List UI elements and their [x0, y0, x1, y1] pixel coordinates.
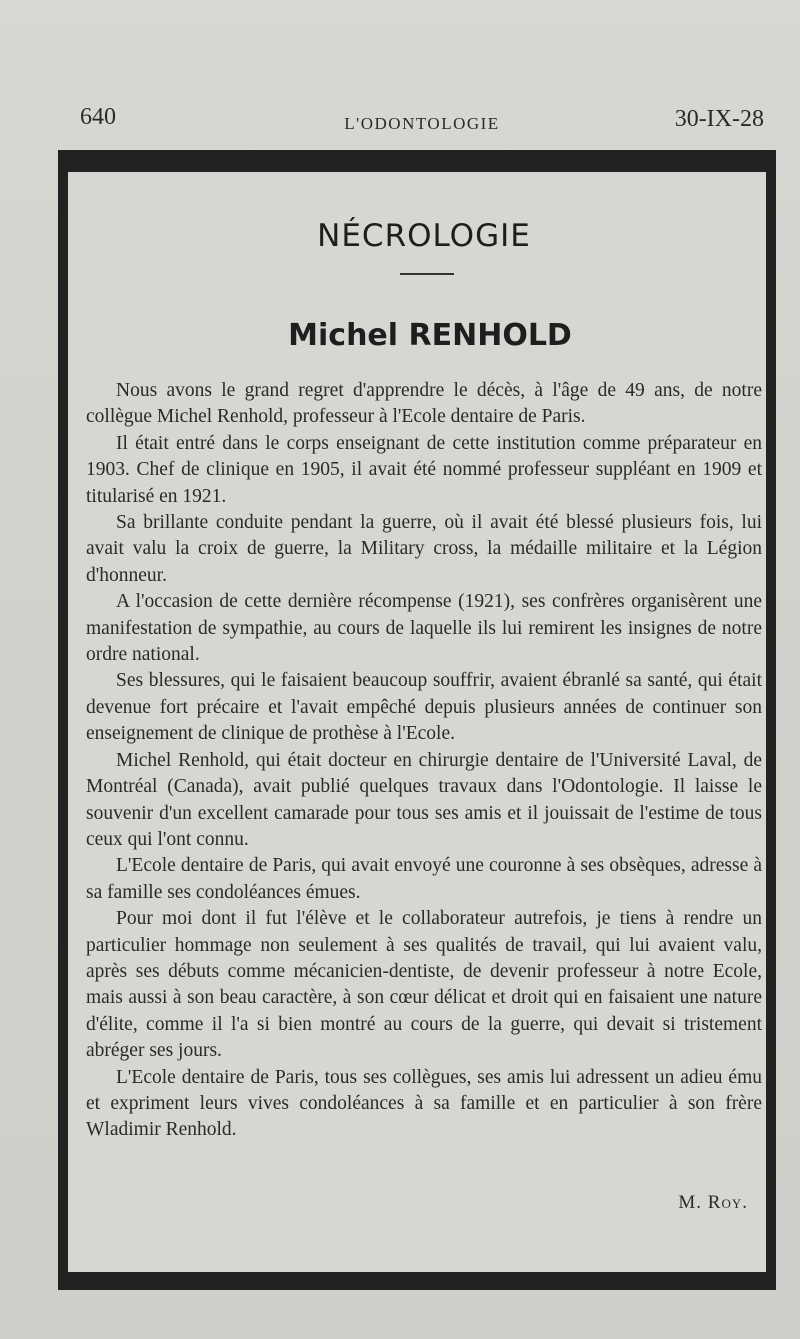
- frame-border-bottom: [58, 1272, 776, 1290]
- person-name: Michel RENHOLD: [288, 318, 572, 353]
- paragraph: Michel Renhold, qui était docteur en chirurgie dentaire de l'Université Laval, de Montréal (Canada), avait publié quelques travaux dans l'Odontologie. Il laisse le souvenir d'un excellent camarade pour tous ses amis et il jouissait de l'estime de tous ceux qui l'ont connu.: [86, 749, 762, 850]
- paragraph: Il était entré dans le corps enseignant de cette institution comme préparateur en 1903. Chef de clinique en 1905, il avait été nommé professeur suppléant en 1909 et titularisé en 1921.: [86, 432, 762, 507]
- issue-date: 30-IX-28: [674, 106, 764, 132]
- title-divider: [400, 273, 454, 275]
- signature: M. Roy.: [678, 1192, 748, 1213]
- paragraph: L'Ecole dentaire de Paris, qui avait envoyé une couronne à ses obsèques, adresse à sa famille ses condoléances émues.: [86, 855, 762, 903]
- frame-border-top: [58, 150, 776, 172]
- page-number: 640: [80, 104, 116, 130]
- paragraph: Pour moi dont il fut l'élève et le collaborateur autrefois, je tiens à rendre un particulier hommage non seulement à ses qualités de travail, qui lui avaient valu, après ses débuts comme mécanicien-dentiste, de devenir professeur à notre Ecole, mais aussi à son beau caractère, à son cœur délicat et droit qui en faisaient une nature d'élite, comme il l'a si bien montré au cours de la guerre, qui devait si tristement abréger ses jours.: [86, 908, 762, 1062]
- paragraph: A l'occasion de cette dernière récompense (1921), ses confrères organisèrent une manifestation de sympathie, au cours de laquelle ils lui remirent les insignes de notre ordre national.: [86, 591, 762, 666]
- paragraph: Sa brillante conduite pendant la guerre, où il avait été blessé plusieurs fois, lui avait valu la croix de guerre, la Military cross, la médaille militaire et la Légion d'honneur.: [86, 512, 762, 586]
- page-header: [80, 104, 764, 144]
- paragraph: Ses blessures, qui le faisaient beaucoup souffrir, avaient ébranlé sa santé, qui était devenue fort précaire et l'avait empêché depuis plusieurs années de continuer son enseignement de clinique de prothèse à l'Ecole.: [86, 670, 762, 745]
- paragraph: L'Ecole dentaire de Paris, tous ses collègues, ses amis lui adressent un adieu ému et expriment leurs vives condoléances à sa famille et en particulier à son frère Wladimir Renhold.: [86, 1066, 762, 1141]
- paragraph: Nous avons le grand regret d'apprendre le décès, à l'âge de 49 ans, de notre collègue Michel Renhold, professeur à l'Ecole dentaire de Paris.: [86, 380, 762, 428]
- journal-title: L'ODONTOLOGIE: [344, 114, 500, 133]
- section-title: NÉCROLOGIE: [317, 218, 531, 254]
- obituary-body: [86, 378, 762, 1144]
